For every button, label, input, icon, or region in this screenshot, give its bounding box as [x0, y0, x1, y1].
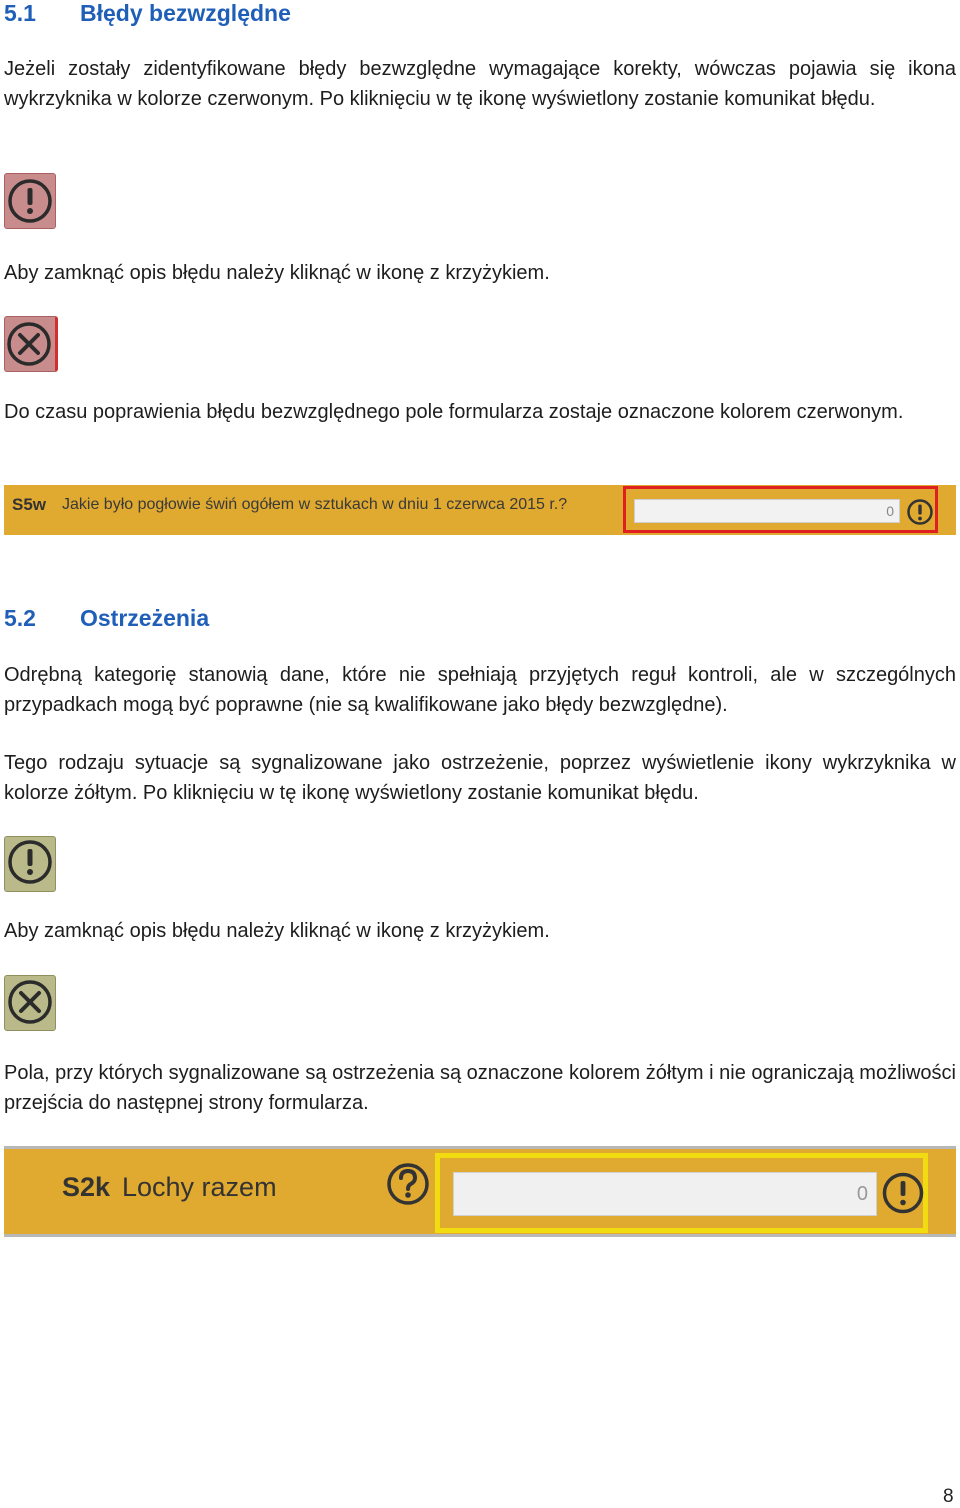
field-code: S2k [62, 1172, 111, 1202]
value-input[interactable] [634, 499, 900, 523]
exclamation-icon[interactable] [881, 1171, 925, 1220]
paragraph: Tego rodzaju sytuacje są sygnalizowane jako ostrzeżenie, poprzez wyświetlenie ikony wykrzyknika w kolorze żółtym. Po kliknięciu w tę ikonę wyświetlony zostanie komunikat błędu. [4, 752, 956, 804]
paragraph: Pola, przy których sygnalizowane są ostrzeżenia są oznaczone kolorem żółtym i nie ograniczają możliwości przejścia do następnej strony formularza. [4, 1062, 956, 1114]
question-icon[interactable] [386, 1162, 430, 1211]
form-row-s5w [4, 485, 956, 535]
field-code: S5w [12, 495, 47, 514]
paragraph: Aby zamknąć opis błędu należy kliknąć w ikonę z krzyżykiem. [4, 920, 550, 942]
field-question: Jakie było pogłowie świń ogółem w sztukach w dniu 1 czerwca 2015 r.? [62, 496, 568, 513]
section-number-5-1: 5.1 [4, 0, 36, 26]
paragraph: Jeżeli zostały zidentyfikowane błędy bezwzględne wymagające korekty, wówczas pojawia się ikona wykrzyknika w kolorze czerwonym. Po kliknięciu w tę ikonę wyświetlony zostanie komunikat błędu. [4, 58, 956, 110]
paragraph: Do czasu poprawienia błędu bezwzględnego pole formularza zostaje oznaczone kolorem czerwonym. [4, 401, 904, 423]
field-label: Lochy razem [122, 1172, 277, 1202]
page-number: 8 [943, 1486, 954, 1507]
section-title-ostrzezenia: Ostrzeżenia [80, 605, 210, 631]
form-row-s2k [4, 1146, 956, 1237]
warning-exclamation-icon[interactable] [4, 836, 56, 892]
input-value: 0 [886, 503, 894, 519]
value-input[interactable] [453, 1172, 877, 1216]
close-x-icon[interactable] [4, 316, 58, 372]
error-highlight-box [623, 486, 938, 533]
error-exclamation-icon[interactable] [4, 173, 56, 229]
input-value: 0 [856, 1183, 868, 1205]
section-number-5-2: 5.2 [4, 605, 36, 631]
warning-highlight-box [435, 1153, 928, 1233]
paragraph: Aby zamknąć opis błędu należy kliknąć w ikonę z krzyżykiem. [4, 262, 550, 284]
close-x-icon[interactable] [4, 975, 56, 1031]
section-title-bledy: Błędy bezwzględne [80, 0, 291, 26]
paragraph: Odrębną kategorię stanowią dane, które nie spełniają przyjętych reguł kontroli, ale w szczególnych przypadkach mogą być poprawne (nie są kwalifikowane jako błędy bezwzględne). [4, 664, 956, 716]
exclamation-icon[interactable] [906, 498, 934, 531]
